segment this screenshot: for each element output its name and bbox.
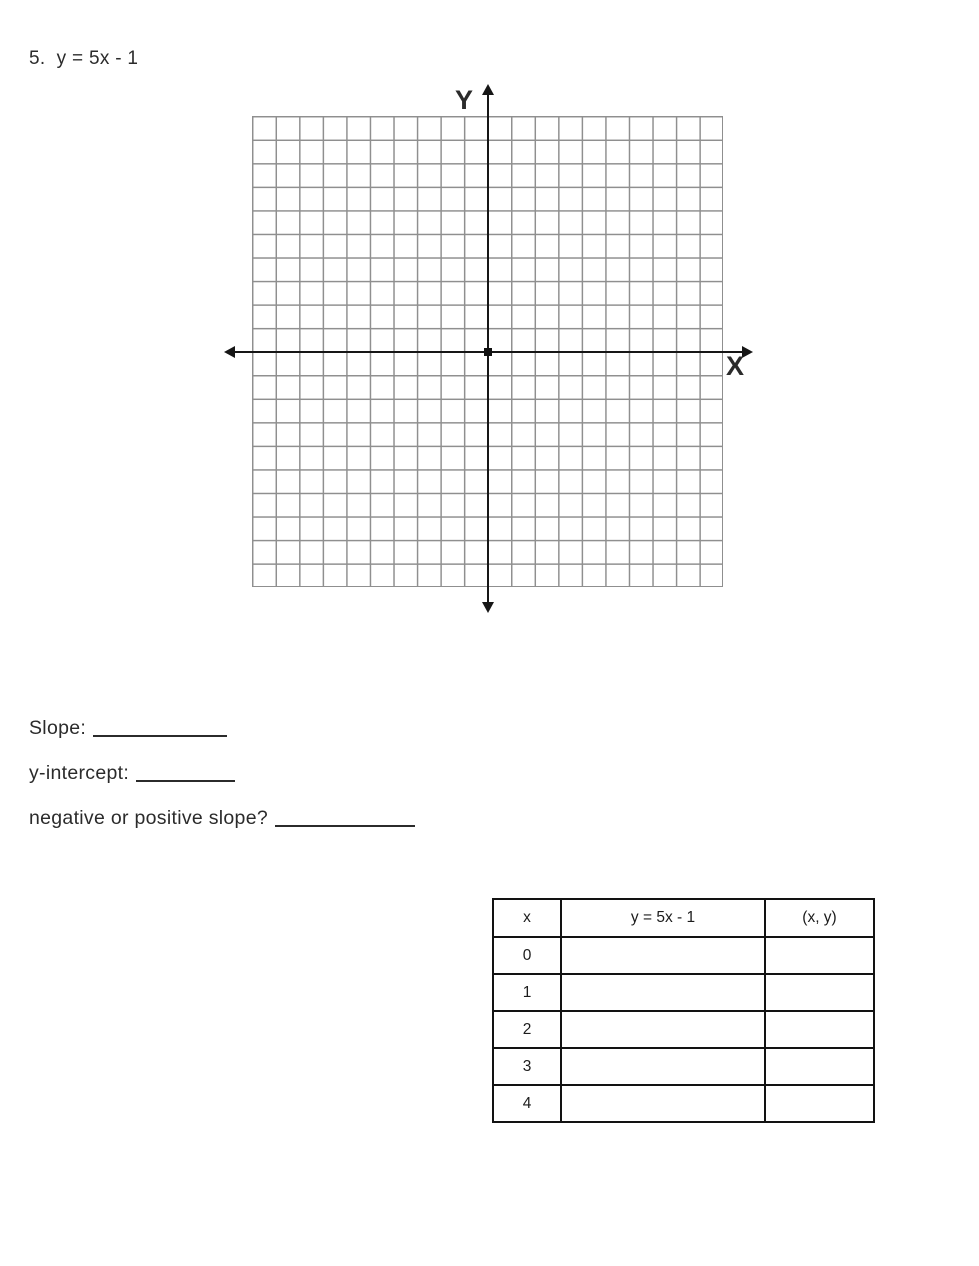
- y-intercept-label: y-intercept:: [29, 762, 130, 784]
- origin-point: [484, 348, 492, 356]
- values-table: [492, 898, 875, 1123]
- equation-cell: [561, 1048, 765, 1085]
- table-row: [493, 1085, 874, 1122]
- slope-sign-question: [29, 807, 415, 830]
- table-row: [493, 937, 874, 974]
- x-value-cell: 2: [493, 1011, 561, 1048]
- table-row: [493, 1048, 874, 1085]
- x-value-cell: 1: [493, 974, 561, 1011]
- equation-cell: [561, 1085, 765, 1122]
- x-axis-arrow-left-icon: [224, 346, 235, 358]
- y-axis-label: Y: [455, 85, 474, 115]
- equation-cell: [561, 1011, 765, 1048]
- slope-question: [29, 717, 227, 740]
- table-row: [493, 1011, 874, 1048]
- y-intercept-blank: [136, 779, 235, 782]
- coordinate-cell: [765, 974, 874, 1011]
- slope-label: Slope:: [29, 717, 87, 739]
- equation-cell: [561, 974, 765, 1011]
- equation-cell: [561, 937, 765, 974]
- header-xy: (x, y): [765, 899, 874, 937]
- x-value-cell: 0: [493, 937, 561, 974]
- y-intercept-question: [29, 762, 235, 785]
- x-value-cell: 3: [493, 1048, 561, 1085]
- header-x: x: [493, 899, 561, 937]
- table-header-row: [493, 899, 874, 937]
- slope-sign-blank: [275, 824, 415, 827]
- header-equation: y = 5x - 1: [561, 899, 765, 937]
- x-value-cell: 4: [493, 1085, 561, 1122]
- x-axis-label: X: [726, 351, 745, 381]
- problem-title: 5. y = 5x - 1: [29, 48, 139, 69]
- coordinate-cell: [765, 937, 874, 974]
- coordinate-cell: [765, 1048, 874, 1085]
- y-axis-arrow-up-icon: [482, 84, 494, 95]
- slope-sign-label: negative or positive slope?: [29, 807, 268, 829]
- coordinate-cell: [765, 1011, 874, 1048]
- coordinate-cell: [765, 1085, 874, 1122]
- table-row: [493, 974, 874, 1011]
- y-axis-arrow-down-icon: [482, 602, 494, 613]
- slope-blank: [93, 734, 227, 737]
